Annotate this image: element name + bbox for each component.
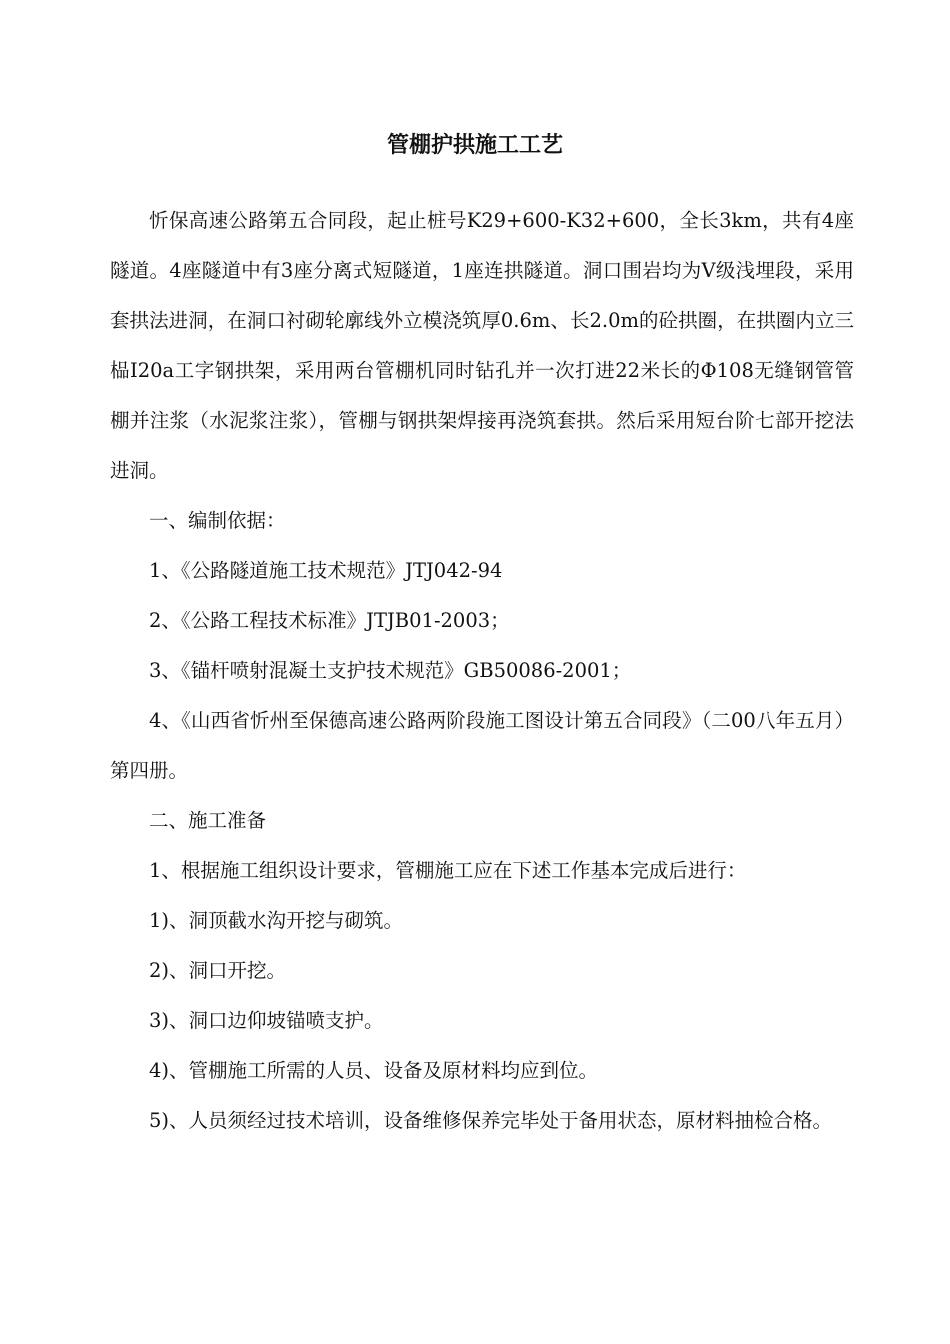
basis-item-2: 2、《公路工程技术标准》JTJB01-2003； [149,609,510,632]
preparation-item-1: 1、根据施工组织设计要求，管棚施工应在下述工作基本完成后进行： [149,859,747,882]
preparation-subitem-2: 2)、洞口开挖。 [149,959,287,982]
intro-paragraph: 忻保高速公路第五合同段，起止桩号K29+600-K32+600，全长3km，共有4座隧道。4座隧道中有3座分离式短隧道，1座连拱隧道。洞口围岩均为V级浅埋段，采用套拱法进洞，在洞口衬砌轮廓线外立模浇筑厚0.6m、长2.0m的砼拱圈，在拱圈内立三榀I20a工字钢拱架，采用两台管棚机同时钻孔并一次打进22米长的Φ108无缝钢管管棚并注浆（水泥浆注浆），管棚与钢拱架焊接再浇筑套拱。然后采用短台阶七部开挖法进洞。 [110,209,854,482]
section-heading-preparation: 二、施工准备 [149,809,267,832]
basis-item-1: 1、《公路隧道施工技术规范》JTJ042-94 [149,559,503,582]
document-title: 管棚护拱施工工艺 [386,133,563,158]
section-heading-basis: 一、编制依据： [149,509,286,532]
preparation-subitem-4: 4)、管棚施工所需的人员、设备及原材料均应到位。 [149,1059,599,1082]
preparation-subitem-5: 5)、人员须经过技术培训，设备维修保养完毕处于备用状态，原材料抽检合格。 [149,1109,833,1132]
basis-item-4: 4、《山西省忻州至保德高速公路两阶段施工图设计第五合同段》（二00八年五月）第四册。 [110,709,854,782]
document-body [110,196,854,1146]
preparation-subitem-3: 3)、洞口边仰坡锚喷支护。 [149,1009,384,1032]
preparation-subitem-1: 1)、洞顶截水沟开挖与砌筑。 [149,909,404,932]
basis-item-3: 3、《锚杆喷射混凝土支护技术规范》GB50086-2001； [149,659,632,682]
